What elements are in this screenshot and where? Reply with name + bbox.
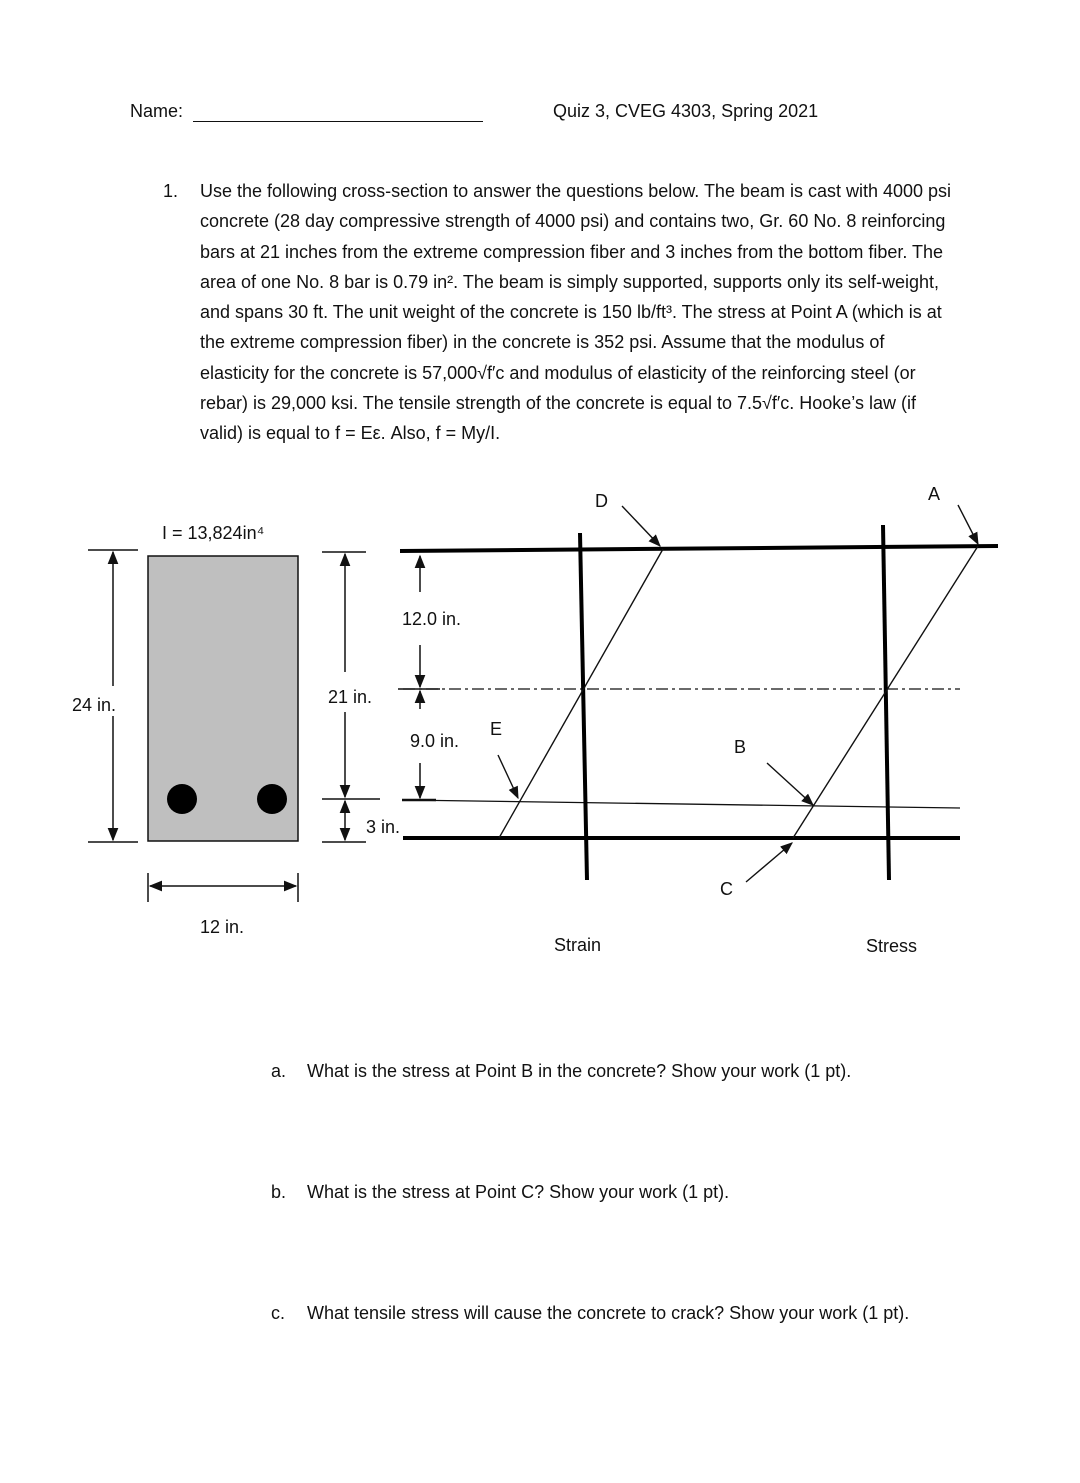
mid-dim-label: 9.0 in.: [410, 731, 460, 751]
rebar-level-line: [403, 800, 960, 808]
subquestion-c-text: What tensile stress will cause the concrete to crack? Show your work (1 pt).: [307, 1303, 910, 1323]
subquestion-c-letter: c.: [271, 1303, 286, 1323]
question-line: area of one No. 8 bar is 0.79 in². The beam is simply supported, supports only its self-weight,: [200, 271, 940, 292]
rebar-left: [167, 784, 197, 814]
stress-axis: [883, 525, 889, 880]
question-number: 1.: [163, 181, 179, 201]
question-line: bars at 21 inches from the extreme compression fiber and 3 inches from the bottom fiber. The: [200, 241, 944, 262]
point-d-label: D: [595, 491, 608, 511]
subquestion-b-letter: b.: [271, 1182, 287, 1202]
question-line: rebar) is 29,000 ksi. The tensile strength of the concrete is equal to 7.5√f′c. Hooke’s law (if: [200, 393, 916, 414]
question-line: elasticity for the concrete is 57,000√f′c and modulus of elasticity of the reinforcing steel (or: [200, 362, 916, 383]
pointer-c: [746, 843, 792, 882]
point-a-label: A: [928, 484, 941, 504]
quiz-title: Quiz 3, CVEG 4303, Spring 2021: [553, 101, 819, 121]
height-label: 24 in.: [72, 695, 117, 715]
rebar-right: [257, 784, 287, 814]
width-dimension: [148, 873, 298, 902]
strain-label: Strain: [554, 935, 602, 955]
pointer-b: [767, 763, 813, 805]
question-line: concrete (28 day compressive strength of 4000 psi) and contains two, Gr. 60 No. 8 reinforcing: [200, 211, 946, 232]
point-e-label: E: [490, 719, 503, 739]
question-line: the extreme compression fiber) in the concrete is 352 psi. Assume that the modulus of: [200, 332, 885, 353]
depth-label: 21 in.: [328, 687, 373, 707]
pointer-d: [622, 506, 660, 546]
cover-label: 3 in.: [366, 817, 401, 837]
name-label: Name:: [130, 101, 184, 121]
top-dim-label: 12.0 in.: [402, 609, 462, 629]
question-line: and spans 30 ft. The unit weight of the concrete is 150 lb/ft³. The stress at Point A (which is at: [200, 302, 942, 323]
width-label: 12 in.: [200, 917, 245, 937]
point-c-label: C: [720, 879, 733, 899]
pointer-a: [958, 505, 978, 544]
subquestion-b-text: What is the stress at Point C? Show your work (1 pt).: [307, 1182, 730, 1202]
subquestion-a-letter: a.: [271, 1061, 287, 1081]
strain-axis: [580, 533, 587, 880]
point-b-label: B: [734, 737, 747, 757]
stress-label: Stress: [866, 936, 918, 956]
pointer-e: [498, 755, 518, 798]
question-line: Use the following cross-section to answer the questions below. The beam is cast with 4000 psi: [200, 181, 952, 201]
top-fiber-line: [400, 546, 998, 551]
question-line: valid) is equal to f = Eε. Also, f = My/I.: [200, 423, 501, 444]
subquestion-a-text: What is the stress at Point B in the concrete? Show your work (1 pt).: [307, 1061, 852, 1081]
inertia-label: I = 13,824in⁴: [162, 523, 265, 543]
